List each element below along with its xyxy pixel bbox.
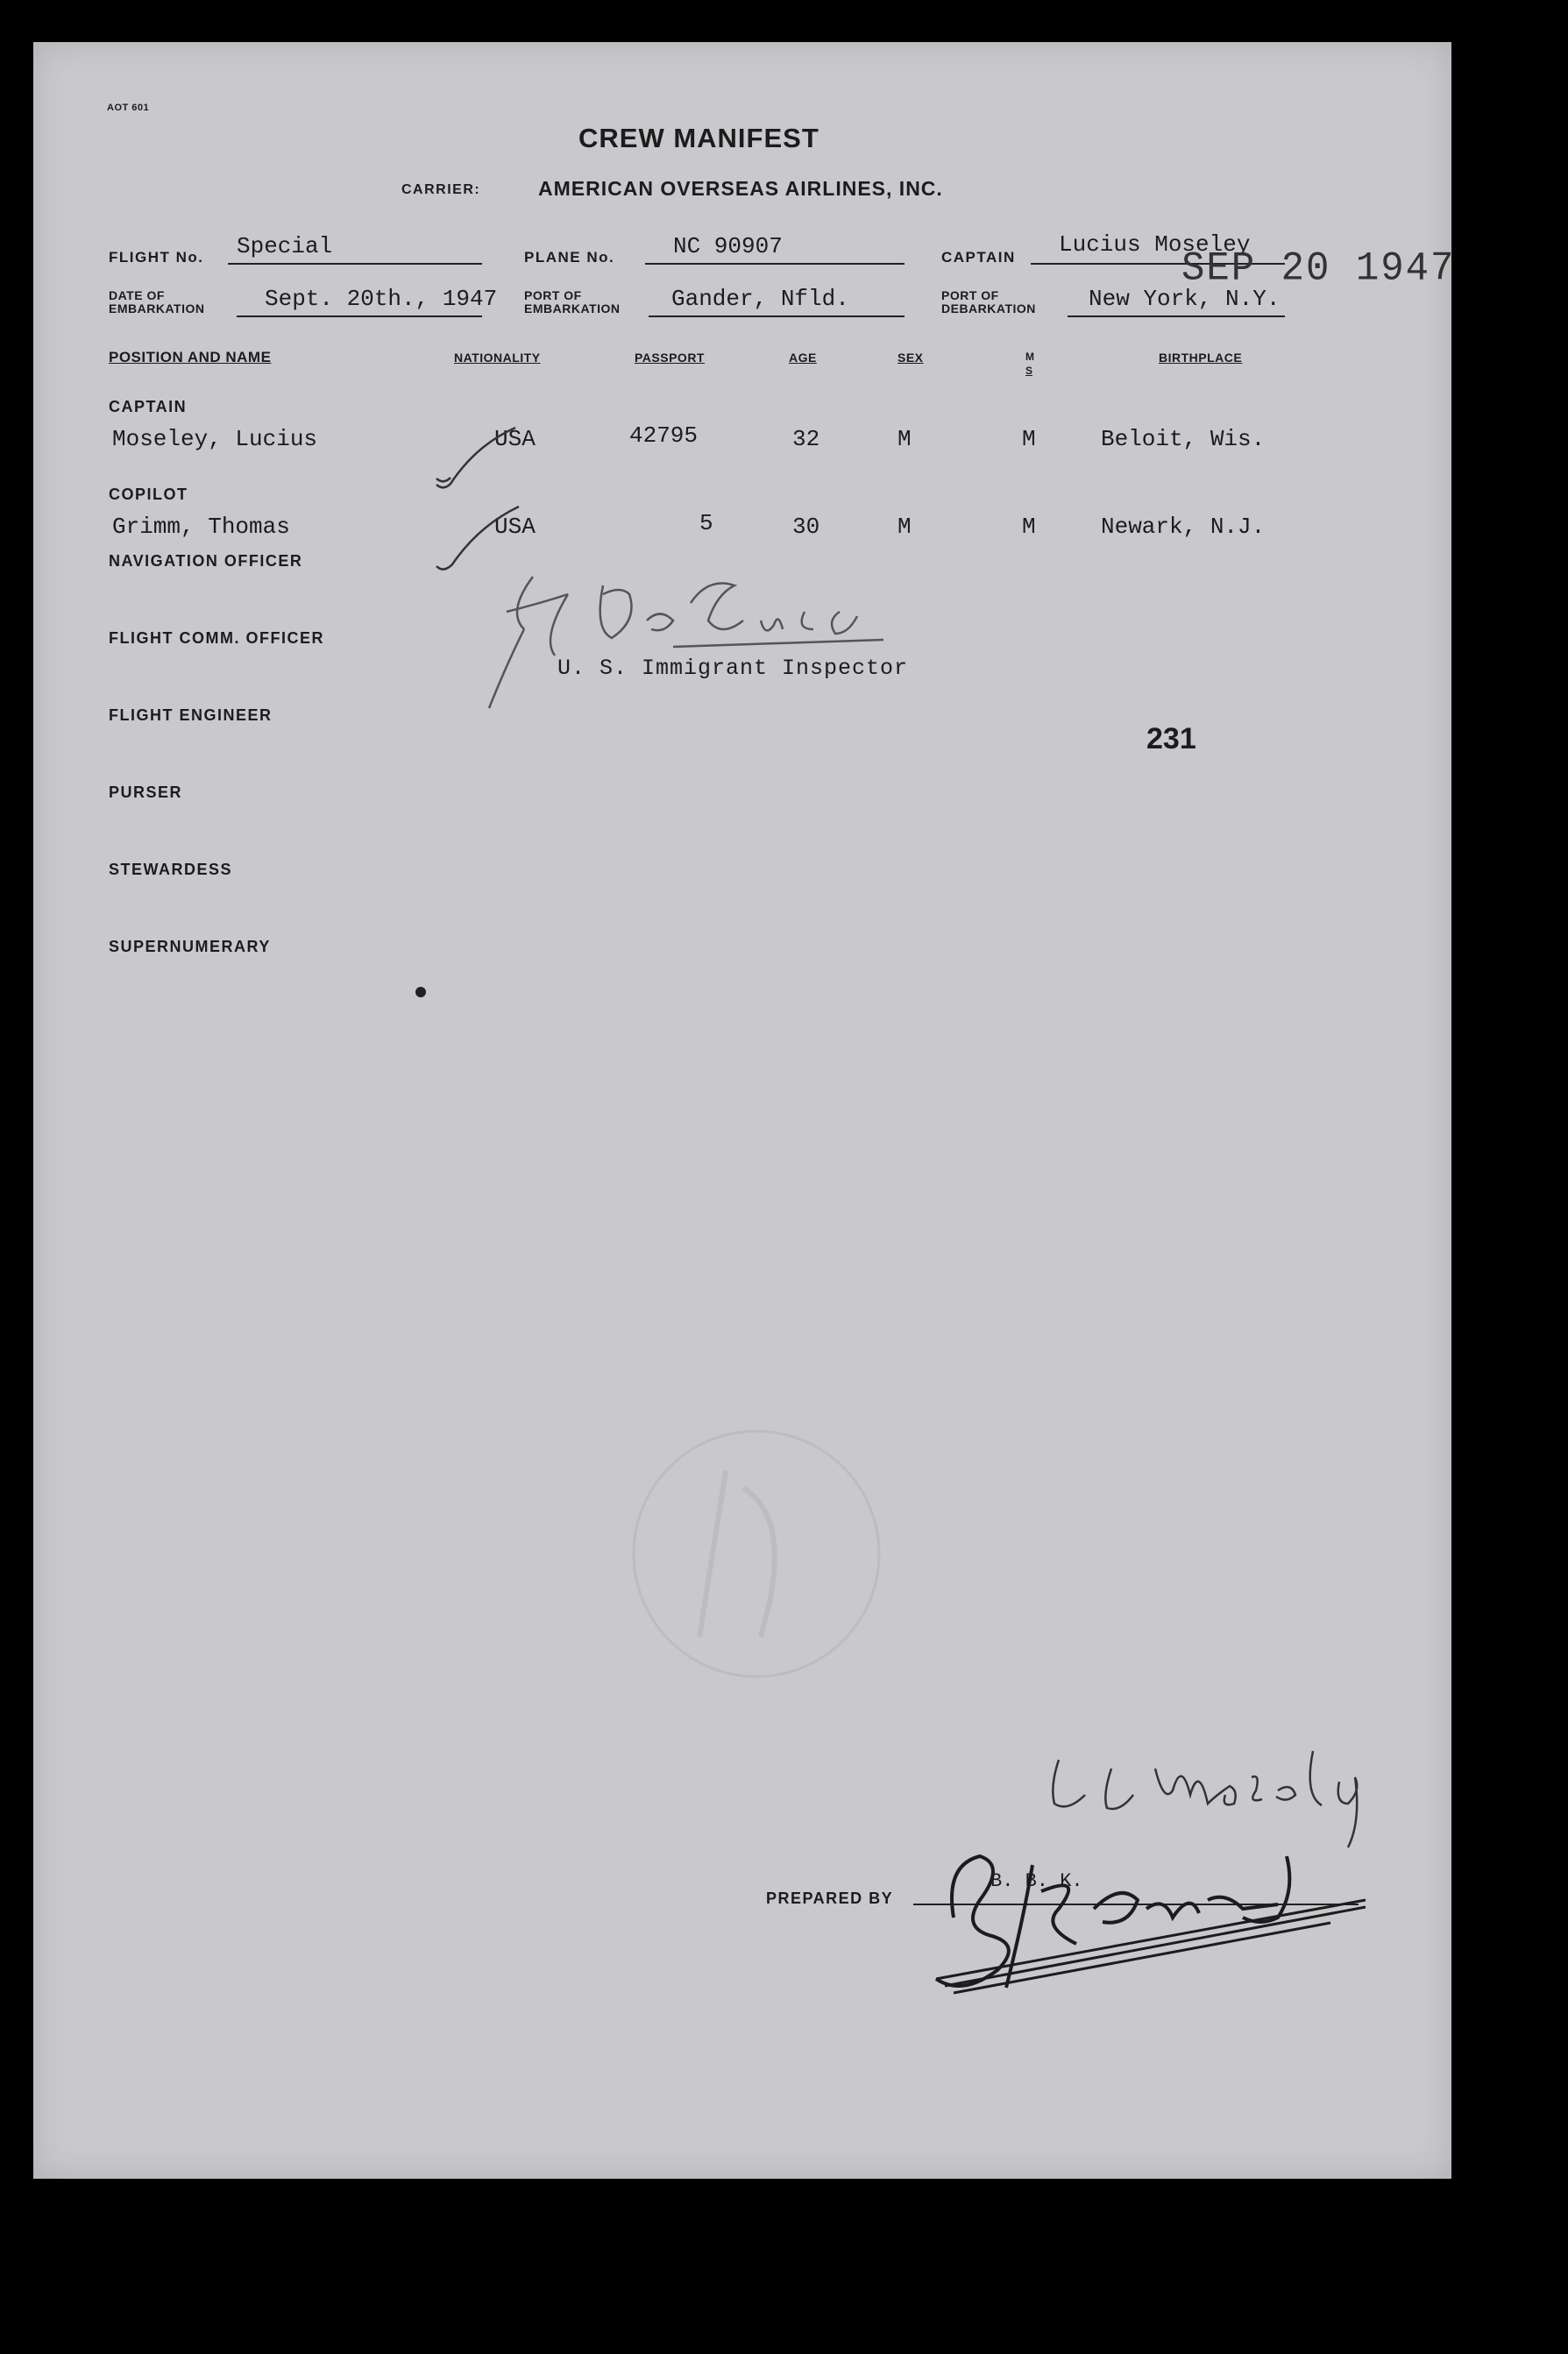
port-embarkation-underline <box>649 316 905 317</box>
col-sex-header: SEX <box>898 351 924 365</box>
crew-passport: 5 <box>699 510 713 536</box>
crew-marital-status: M <box>1022 426 1036 452</box>
crew-marital-status: M <box>1022 514 1036 540</box>
captain-value: Lucius Moseley <box>1059 231 1251 258</box>
port-debarkation-value: New York, N.Y. <box>1089 286 1281 312</box>
flight-no-underline <box>228 263 482 265</box>
port-emb-label-2: EMBARKATION <box>524 301 621 316</box>
inspector-signature <box>472 559 927 717</box>
crew-nationality: USA <box>494 426 536 452</box>
date-label-2: EMBARKATION <box>109 301 205 316</box>
position-label: PURSER <box>109 783 183 801</box>
page-number: 231 <box>1146 722 1196 755</box>
form-title: CREW MANIFEST <box>578 123 819 153</box>
crew-birthplace: Beloit, Wis. <box>1101 426 1266 452</box>
crew-age: 30 <box>792 514 820 540</box>
crew-passport: 42795 <box>629 422 699 449</box>
crew-position: COPILOT <box>109 486 188 503</box>
prepared-by-signature <box>910 1812 1383 2014</box>
ink-speck <box>415 987 426 997</box>
prepared-by-initials: B. B. K. <box>990 1870 1083 1892</box>
crew-nationality: USA <box>494 514 536 540</box>
port-debarkation-underline <box>1068 316 1285 317</box>
crew-name: Grimm, Thomas <box>112 514 290 540</box>
embarkation-date-value: Sept. 20th., 1947 <box>265 286 498 312</box>
flight-no-value: Special <box>237 233 333 259</box>
faint-stamp <box>594 1409 892 1690</box>
position-label: FLIGHT ENGINEER <box>109 706 273 724</box>
captain-label: CAPTAIN <box>941 249 1016 266</box>
crew-birthplace: Newark, N.J. <box>1101 514 1266 540</box>
flight-no-label: FLIGHT No. <box>109 249 204 266</box>
position-label: FLIGHT COMM. OFFICER <box>109 629 324 647</box>
carrier-name: AMERICAN OVERSEAS AIRLINES, INC. <box>538 177 943 200</box>
crew-sex: M <box>898 514 912 540</box>
manifest-page <box>33 42 1456 2179</box>
col-marital-header-s: S <box>1025 365 1033 377</box>
port-deb-label-1: PORT OF <box>941 288 999 302</box>
carrier-label: CARRIER: <box>401 182 481 197</box>
position-label: SUPERNUMERARY <box>109 938 271 955</box>
col-passport-header: PASSPORT <box>635 351 705 365</box>
crew-position: CAPTAIN <box>109 398 188 415</box>
col-marital-header-m: M <box>1025 351 1034 363</box>
date-label-1: DATE OF <box>109 288 165 302</box>
crew-name: Moseley, Lucius <box>112 426 318 452</box>
embarkation-date-underline <box>237 316 482 317</box>
crew-sex: M <box>898 426 912 452</box>
received-date-stamp: SEP 20 1947 <box>1181 245 1456 293</box>
inspector-title: U. S. Immigrant Inspector <box>557 656 909 681</box>
form-code: AOT 601 <box>107 103 150 113</box>
prepared-by-label: PREPARED BY <box>766 1890 894 1907</box>
plane-no-label: PLANE No. <box>524 249 615 266</box>
port-deb-label-2: DEBARKATION <box>941 301 1036 316</box>
plane-no-value: NC 90907 <box>673 233 783 259</box>
crew-age: 32 <box>792 426 820 452</box>
col-nationality-header: NATIONALITY <box>454 351 541 365</box>
col-position-header: POSITION AND NAME <box>109 349 272 365</box>
port-embarkation-value: Gander, Nfld. <box>671 286 849 312</box>
port-emb-label-1: PORT OF <box>524 288 582 302</box>
col-birthplace-header: BIRTHPLACE <box>1159 351 1243 365</box>
position-label: NAVIGATION OFFICER <box>109 552 303 570</box>
col-age-header: AGE <box>789 351 817 365</box>
position-label: STEWARDESS <box>109 861 233 878</box>
plane-no-underline <box>645 263 905 265</box>
